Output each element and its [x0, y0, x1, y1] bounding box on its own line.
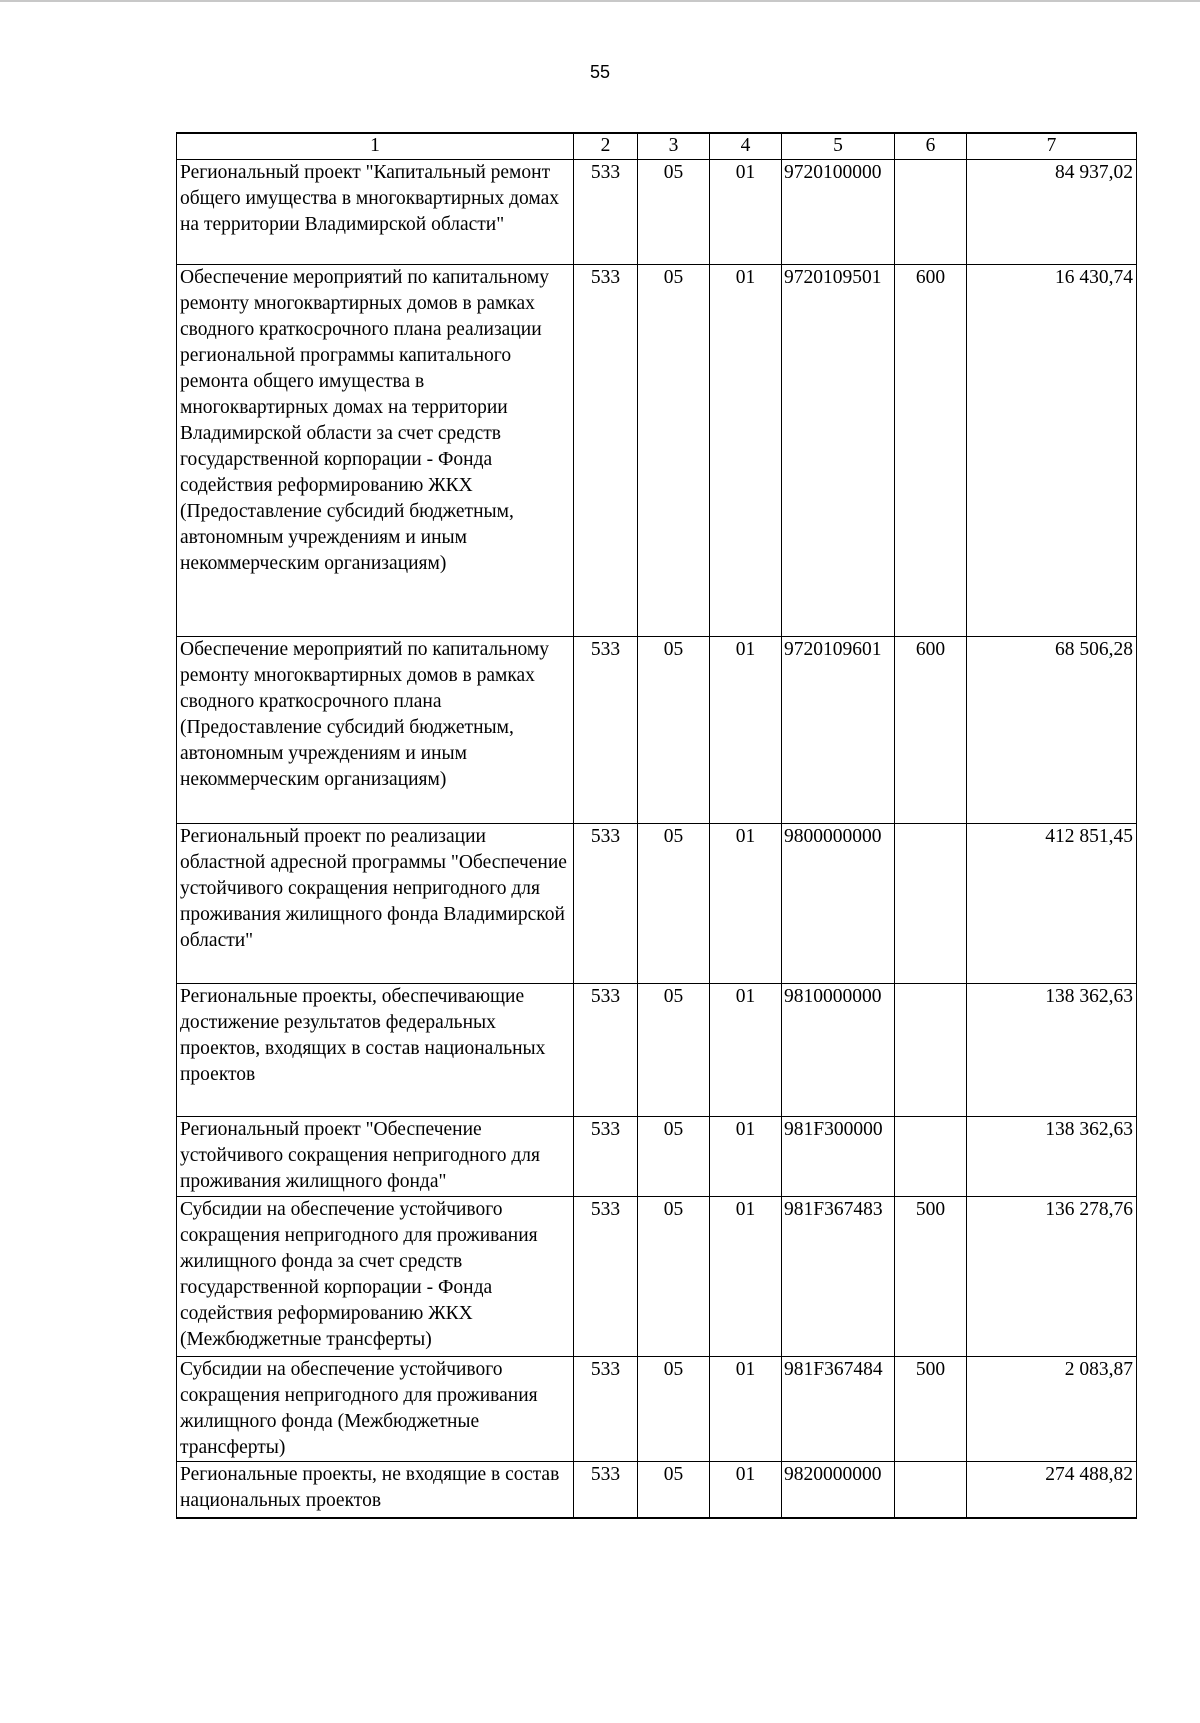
- row-target-article: 9810000000: [782, 984, 895, 1117]
- table-row: [177, 637, 1137, 824]
- row-amount: 138 362,63: [967, 1117, 1137, 1197]
- row-target-article: 9720100000: [782, 160, 895, 265]
- row-amount: 84 937,02: [967, 160, 1137, 265]
- top-scan-rule: [0, 0, 1200, 2]
- row-ministry-code: 533: [574, 1462, 638, 1518]
- row-expense-type: 500: [895, 1197, 967, 1357]
- row-subsection: 01: [710, 1462, 782, 1518]
- row-expense-type: 500: [895, 1357, 967, 1462]
- row-amount: 412 851,45: [967, 824, 1137, 984]
- row-expense-type: [895, 824, 967, 984]
- row-ministry-code: 533: [574, 824, 638, 984]
- table-row: [177, 1197, 1137, 1357]
- row-subsection: 01: [710, 1117, 782, 1197]
- row-ministry-code: 533: [574, 984, 638, 1117]
- row-name: Обеспечение мероприятий по капитальному ремонту многоквартирных домов в рамках сводного краткосрочного плана реализации региональной программы капитального ремонта общего имущества в многоквартирных домах на территории Владимирской области за счет средств государственной корпорации - Фонда содействия реформированию ЖКХ (Предоставление субсидий бюджетным, автономным учреждениям и иным некоммерческим организациям): [177, 265, 574, 637]
- row-ministry-code: 533: [574, 637, 638, 824]
- table-row: [177, 160, 1137, 265]
- row-section: 05: [638, 637, 710, 824]
- row-amount: 274 488,82: [967, 1462, 1137, 1518]
- row-target-article: 981F367483: [782, 1197, 895, 1357]
- row-amount: 2 083,87: [967, 1357, 1137, 1462]
- row-subsection: 01: [710, 160, 782, 265]
- table-row: [177, 1462, 1137, 1518]
- row-target-article: 9720109601: [782, 637, 895, 824]
- row-expense-type: 600: [895, 637, 967, 824]
- row-ministry-code: 533: [574, 1117, 638, 1197]
- row-section: 05: [638, 265, 710, 637]
- column-header-2: 2: [574, 133, 638, 160]
- table-header-row: [177, 133, 1137, 160]
- row-ministry-code: 533: [574, 265, 638, 637]
- column-header-3: 3: [638, 133, 710, 160]
- row-expense-type: [895, 984, 967, 1117]
- row-subsection: 01: [710, 984, 782, 1117]
- row-ministry-code: 533: [574, 160, 638, 265]
- row-subsection: 01: [710, 637, 782, 824]
- row-subsection: 01: [710, 1357, 782, 1462]
- row-expense-type: [895, 160, 967, 265]
- column-header-6: 6: [895, 133, 967, 160]
- row-subsection: 01: [710, 824, 782, 984]
- row-section: 05: [638, 1357, 710, 1462]
- row-subsection: 01: [710, 265, 782, 637]
- row-name: Региональный проект "Обеспечение устойчивого сокращения непригодного для проживания жилищного фонда": [177, 1117, 574, 1197]
- page-number: 55: [589, 62, 611, 82]
- row-name: Субсидии на обеспечение устойчивого сокращения непригодного для проживания жилищного фонда за счет средств государственной корпорации - Фонда содействия реформированию ЖКХ (Межбюджетные трансферты): [177, 1197, 574, 1357]
- row-target-article: 981F367484: [782, 1357, 895, 1462]
- table-row: [177, 824, 1137, 984]
- row-amount: 16 430,74: [967, 265, 1137, 637]
- row-ministry-code: 533: [574, 1357, 638, 1462]
- row-subsection: 01: [710, 1197, 782, 1357]
- row-name: Региональный проект "Капитальный ремонт общего имущества в многоквартирных домах на территории Владимирской области": [177, 160, 574, 265]
- row-target-article: 981F300000: [782, 1117, 895, 1197]
- row-section: 05: [638, 824, 710, 984]
- column-header-7: 7: [967, 133, 1137, 160]
- row-expense-type: 600: [895, 265, 967, 637]
- row-target-article: 9820000000: [782, 1462, 895, 1518]
- row-expense-type: [895, 1462, 967, 1518]
- table-row: [177, 1357, 1137, 1462]
- budget-table: [176, 132, 1137, 1519]
- row-expense-type: [895, 1117, 967, 1197]
- row-amount: 138 362,63: [967, 984, 1137, 1117]
- row-section: 05: [638, 1462, 710, 1518]
- table-row: [177, 984, 1137, 1117]
- column-header-4: 4: [710, 133, 782, 160]
- row-ministry-code: 533: [574, 1197, 638, 1357]
- row-section: 05: [638, 1197, 710, 1357]
- row-name: Региональные проекты, не входящие в состав национальных проектов: [177, 1462, 574, 1518]
- row-section: 05: [638, 1117, 710, 1197]
- table-row: [177, 1117, 1137, 1197]
- table-row: [177, 265, 1137, 637]
- row-section: 05: [638, 984, 710, 1117]
- column-header-1: 1: [177, 133, 574, 160]
- row-amount: 68 506,28: [967, 637, 1137, 824]
- row-name: Региональные проекты, обеспечивающие достижение результатов федеральных проектов, входящих в состав национальных проектов: [177, 984, 574, 1117]
- row-section: 05: [638, 160, 710, 265]
- row-name: Региональный проект по реализации областной адресной программы "Обеспечение устойчивого сокращения непригодного для проживания жилищного фонда Владимирской области": [177, 824, 574, 984]
- column-header-5: 5: [782, 133, 895, 160]
- row-amount: 136 278,76: [967, 1197, 1137, 1357]
- row-target-article: 9720109501: [782, 265, 895, 637]
- row-name: Обеспечение мероприятий по капитальному ремонту многоквартирных домов в рамках сводного краткосрочного плана (Предоставление субсидий бюджетным, автономным учреждениям и иным некоммерческим организациям): [177, 637, 574, 824]
- row-name: Субсидии на обеспечение устойчивого сокращения непригодного для проживания жилищного фонда (Межбюджетные трансферты): [177, 1357, 574, 1462]
- row-target-article: 9800000000: [782, 824, 895, 984]
